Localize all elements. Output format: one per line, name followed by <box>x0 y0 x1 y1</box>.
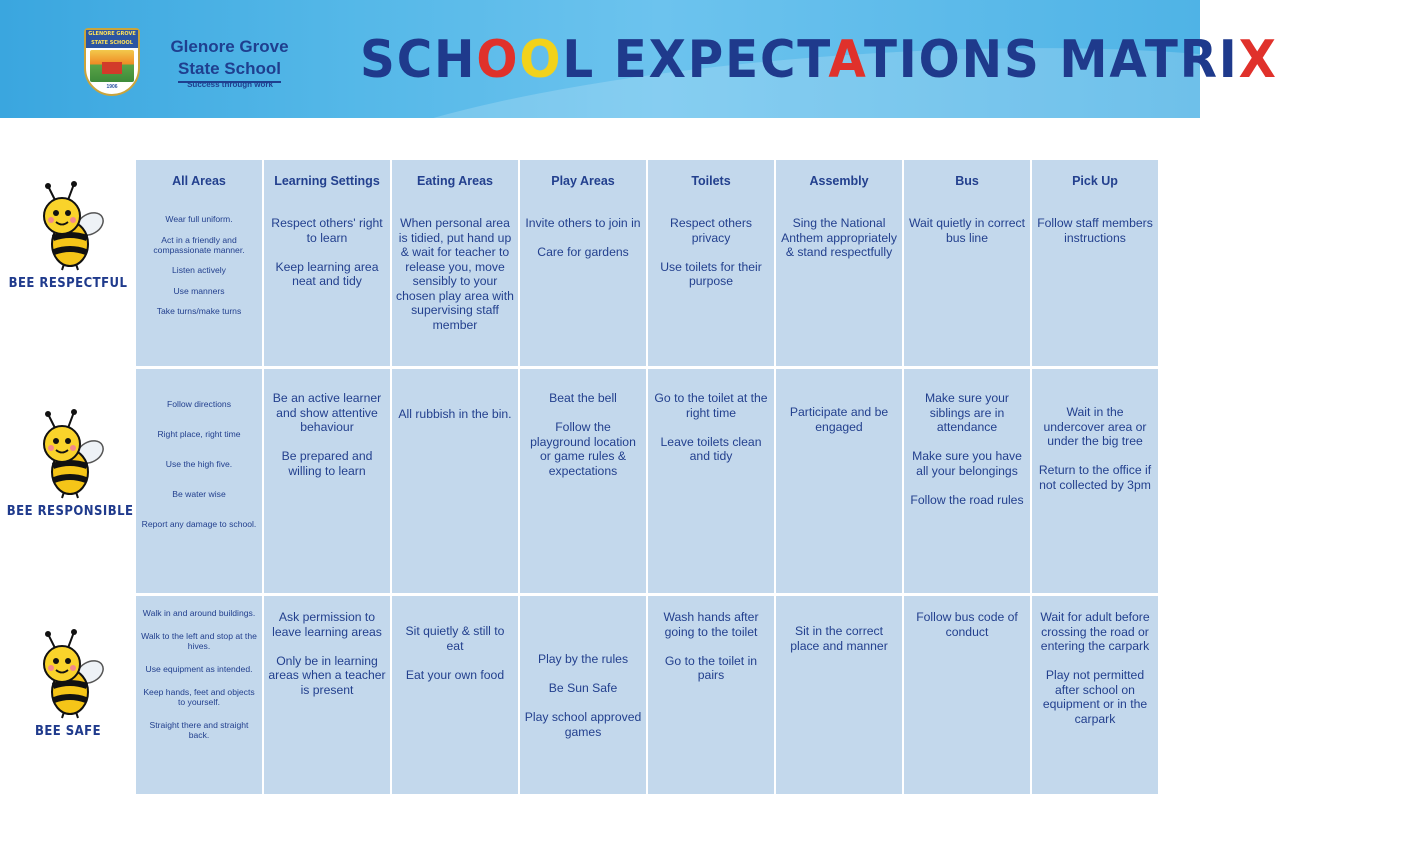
matrix-cell <box>648 369 774 593</box>
expectation-item: Listen actively <box>172 265 226 275</box>
row-label: BEE SAFE <box>34 724 102 739</box>
cell-items <box>268 610 386 697</box>
title-part: O <box>519 30 563 90</box>
expectation-item: Sit quietly & still to eat <box>405 624 505 653</box>
cell-items <box>524 652 642 739</box>
matrix-cell <box>520 596 646 794</box>
bee-icon <box>26 628 110 720</box>
matrix-cell <box>392 369 518 593</box>
title-part: SCH <box>360 30 477 90</box>
expectation-item: Play by the rules <box>537 652 629 666</box>
column-header: Bus <box>955 174 979 188</box>
cell-items <box>780 216 898 260</box>
expectation-item: Keep learning area neat and tidy <box>275 259 379 288</box>
cell-items <box>1036 405 1154 492</box>
expectation-item: Use the high five. <box>165 459 233 469</box>
expectation-item: Ask permission to leave learning areas <box>272 610 382 639</box>
expectation-item: Wear full uniform. <box>165 214 233 224</box>
column-header: Eating Areas <box>417 174 493 188</box>
cell-items <box>140 399 258 529</box>
crest-text: GLENORE GROVE STATE SCHOOL <box>86 30 138 48</box>
matrix-cell <box>136 596 262 794</box>
expectation-item: Be prepared and willing to learn <box>281 449 373 478</box>
cell-items <box>652 216 770 289</box>
cell-items <box>396 216 514 332</box>
column-header: Pick Up <box>1072 174 1118 188</box>
cell-items <box>524 216 642 260</box>
cell-items <box>268 391 386 478</box>
school-name-line1: Glenore Grove <box>170 37 289 56</box>
expectation-item: Participate and be engaged <box>789 405 889 434</box>
expectation-item: Follow directions <box>167 399 231 409</box>
page-title <box>360 30 1278 90</box>
expectation-item: Go to the toilet in pairs <box>664 653 758 682</box>
school-name <box>162 36 297 83</box>
column-header: Toilets <box>691 174 731 188</box>
column-header: All Areas <box>172 174 226 188</box>
column-header: Learning Settings <box>274 174 380 188</box>
expectation-item: Eat your own food <box>405 667 505 682</box>
crest-year: 1906 <box>106 84 118 90</box>
bee-icon <box>26 180 110 272</box>
expectation-item: Be water wise <box>172 489 226 499</box>
expectation-item: Care for gardens <box>537 245 629 259</box>
expectation-item: Sing the National Anthem appropriately & stand respectfully <box>781 216 897 259</box>
matrix-cell <box>648 596 774 794</box>
row-label-safe <box>0 628 136 739</box>
expectation-item: Wash hands after going to the toilet <box>663 610 759 639</box>
cell-items <box>396 407 514 422</box>
matrix-cell <box>1032 596 1158 794</box>
expectation-item: Play not permitted after school on equipment or in the carpark <box>1042 668 1148 726</box>
matrix-cell <box>136 160 262 366</box>
school-motto: Success through work <box>187 80 273 89</box>
matrix-cell <box>776 596 902 794</box>
matrix-cell <box>520 369 646 593</box>
title-part: X <box>1238 30 1278 90</box>
expectation-item: Be Sun Safe <box>548 681 618 695</box>
matrix-cell <box>776 160 902 366</box>
cell-items <box>1036 216 1154 245</box>
matrix-cell <box>1032 369 1158 593</box>
expectations-matrix <box>136 160 1158 794</box>
matrix-cell <box>648 160 774 366</box>
expectation-item: Follow the road rules <box>910 492 1024 507</box>
matrix-cell <box>136 369 262 593</box>
expectation-item: Wait for adult before crossing the road or entering the carpark <box>1040 610 1150 653</box>
title-part: A <box>828 30 864 90</box>
expectation-item: Wait quietly in correct bus line <box>908 216 1026 245</box>
expectation-item: Report any damage to school. <box>141 519 257 529</box>
expectation-item: Use equipment as intended. <box>145 664 253 674</box>
cell-items <box>524 391 642 478</box>
matrix-cell <box>264 369 390 593</box>
expectation-item: Leave toilets clean and tidy <box>660 434 762 463</box>
row-label-responsible <box>0 408 136 519</box>
expectation-item: All rubbish in the bin. <box>398 407 512 421</box>
title-part: L EXPECT <box>562 30 829 90</box>
expectation-item: Right place, right time <box>157 429 241 439</box>
cell-items <box>140 214 258 316</box>
page-header <box>0 0 1278 118</box>
expectation-item: Use toilets for their purpose <box>660 259 762 288</box>
expectation-item: Follow the playground location or game rules & expectations <box>530 420 636 478</box>
expectation-item: Respect others privacy <box>670 216 752 245</box>
expectation-item: Make sure your siblings are in attendance <box>925 391 1009 434</box>
matrix-cell <box>904 596 1030 794</box>
expectation-item: Follow bus code of conduct <box>916 610 1018 639</box>
expectation-item: Return to the office if not collected by 3pm <box>1038 463 1152 492</box>
matrix-cell <box>392 596 518 794</box>
matrix-cell <box>776 369 902 593</box>
expectation-item: Use manners <box>173 285 225 296</box>
matrix-cell <box>1032 160 1158 366</box>
column-header: Play Areas <box>551 174 615 188</box>
title-part: TIONS MATRI <box>863 30 1239 90</box>
column-header: Assembly <box>809 174 869 188</box>
cell-items <box>140 608 258 740</box>
cell-items <box>652 391 770 464</box>
title-part: O <box>476 30 520 90</box>
cell-items <box>652 610 770 683</box>
expectation-item: Walk to the left and stop at the hives. <box>141 631 257 651</box>
matrix-cell <box>392 160 518 366</box>
matrix-cell <box>264 596 390 794</box>
expectation-item: When personal area is tidied, put hand up & wait for teacher to release you, move sensibly to your chosen play area with supervising staff member <box>396 216 514 332</box>
row-label: BEE RESPONSIBLE <box>6 504 134 519</box>
matrix-cell <box>904 369 1030 593</box>
cell-items <box>908 391 1026 507</box>
expectation-item: Go to the toilet at the right time <box>654 391 768 420</box>
cell-items <box>396 624 514 682</box>
school-name-line2: State School <box>178 58 281 83</box>
expectation-item: Walk in and around buildings. <box>142 608 256 618</box>
expectation-item: Keep hands, feet and objects to yourself. <box>143 687 255 707</box>
expectation-item: Sit in the correct place and manner <box>790 624 888 653</box>
school-crest-icon <box>84 28 140 96</box>
expectation-item: Make sure you have all your belongings <box>912 449 1022 478</box>
matrix-cell <box>904 160 1030 366</box>
matrix-cell <box>520 160 646 366</box>
cell-items <box>908 610 1026 639</box>
cell-items <box>1036 610 1154 726</box>
matrix-cell <box>264 160 390 366</box>
expectation-item: Beat the bell <box>549 391 617 405</box>
expectation-item: Play school approved games <box>524 710 642 739</box>
crest-house <box>102 62 122 74</box>
expectation-item: Invite others to join in <box>525 216 641 230</box>
cell-items <box>780 624 898 653</box>
expectation-item: Take turns/make turns <box>156 306 242 316</box>
expectation-item: Act in a friendly and compassionate manner. <box>153 234 245 255</box>
row-label-respectful <box>0 180 136 291</box>
expectation-item: Follow staff members instructions <box>1037 216 1153 245</box>
cell-items <box>908 216 1026 245</box>
cell-items <box>780 405 898 434</box>
cell-items <box>268 216 386 289</box>
expectation-item: Straight there and straight back. <box>149 720 249 740</box>
expectation-item: Only be in learning areas when a teacher is present <box>268 653 386 697</box>
bee-icon <box>26 408 110 500</box>
expectation-item: Respect others' right to learn <box>271 216 383 245</box>
row-label: BEE RESPECTFUL <box>8 276 128 291</box>
expectation-item: Wait in the undercover area or under the big tree <box>1043 405 1147 448</box>
expectation-item: Be an active learner and show attentive behaviour <box>272 391 382 434</box>
